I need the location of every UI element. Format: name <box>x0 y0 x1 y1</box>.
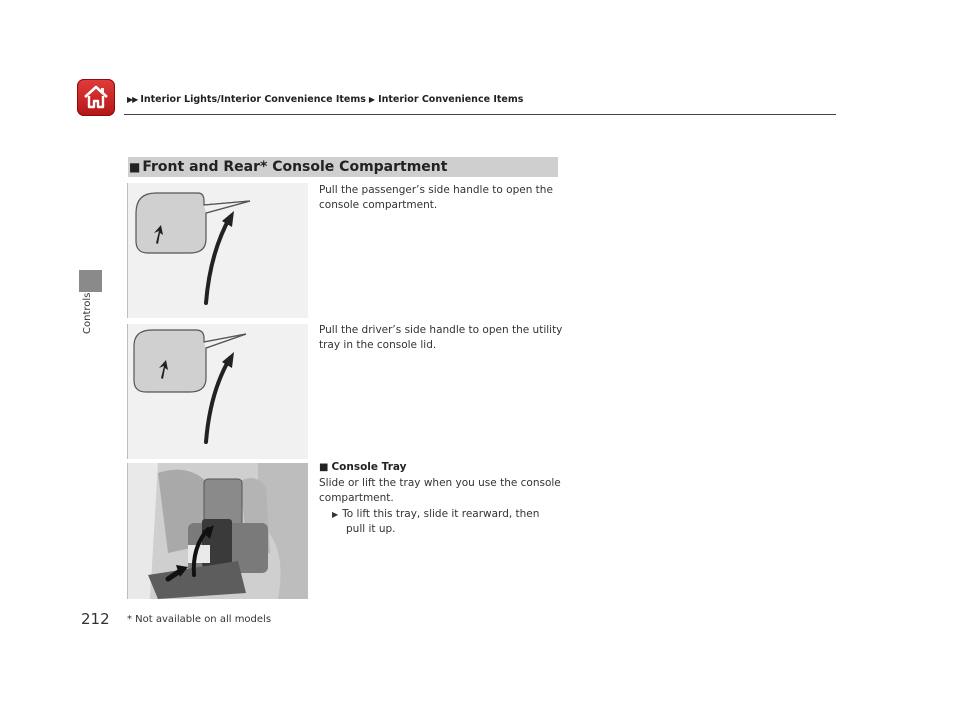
console-tray-title: Console Tray <box>331 461 407 473</box>
breadcrumb-arrow-icon: ▶▶ <box>127 95 138 104</box>
home-icon <box>82 83 110 111</box>
section-heading <box>128 157 558 177</box>
passenger-handle-figure <box>127 183 308 318</box>
header-rule <box>124 114 836 115</box>
section-tab-label[interactable]: Controls <box>82 292 93 334</box>
console-tray-photo <box>127 463 308 599</box>
console-tray-note-line1: To lift this tray, slide it rearward, then <box>342 508 540 520</box>
home-button[interactable] <box>77 79 115 116</box>
passenger-instruction: Pull the passenger’s side handle to open the console compartment. <box>319 184 553 211</box>
breadcrumb-arrow-icon: ▶ <box>368 95 376 104</box>
breadcrumb-arrow-icon: ▶ <box>332 510 339 519</box>
square-bullet-icon: ■ <box>319 462 329 473</box>
console-tray-note <box>332 507 562 537</box>
footnote: * Not available on all models <box>127 614 272 625</box>
driver-instruction: Pull the driver’s side handle to open the utility tray in the console lid. <box>319 324 563 351</box>
console-tray-text: Slide or lift the tray when you use the console compartment. <box>319 477 561 504</box>
page-number: 212 <box>81 610 110 628</box>
console-tray-heading <box>319 461 406 473</box>
console-tray-note-line2: pull it up. <box>346 523 396 535</box>
breadcrumb-link-interior-lights[interactable]: Interior Lights/Interior Convenience Items <box>140 94 366 105</box>
square-bullet-icon: ■ <box>129 160 141 174</box>
breadcrumb-current[interactable]: Interior Convenience Items <box>378 94 524 105</box>
section-title: Front and Rear* Console Compartment <box>142 159 448 175</box>
driver-handle-figure <box>127 324 308 459</box>
breadcrumb <box>127 94 523 105</box>
